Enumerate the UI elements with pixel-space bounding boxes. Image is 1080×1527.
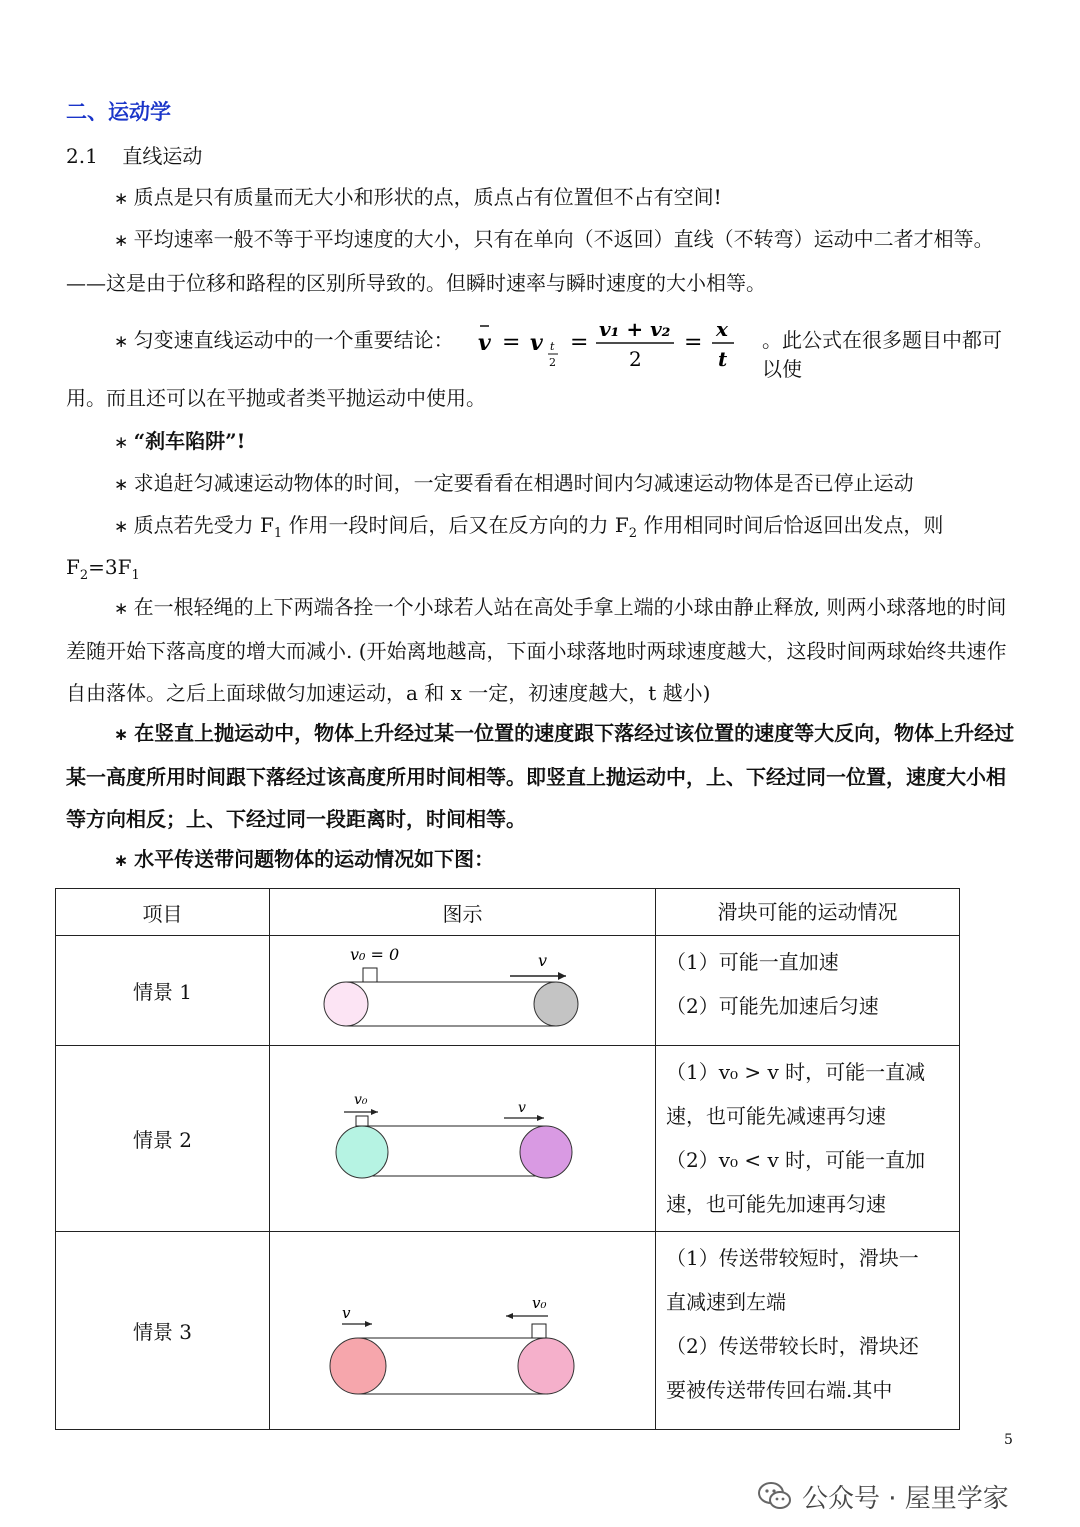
left-pulley <box>324 982 368 1026</box>
v0-label: v₀ = 0 <box>349 945 400 964</box>
subsection-title <box>66 140 202 169</box>
bullet-star-icon: ∗ <box>114 332 134 352</box>
subsection-name: 直线运动 <box>122 144 203 168</box>
slider-block <box>363 968 377 982</box>
right-pulley <box>534 982 578 1026</box>
v0-label: v₀ <box>531 1294 547 1312</box>
paragraph-4: ∗ “刹车陷阱”! <box>114 429 246 453</box>
conveyor-diagram-3 <box>270 1232 655 1424</box>
row-label: 情景 2 <box>56 1046 270 1232</box>
bullet-star-icon: ∗ <box>114 851 135 871</box>
svg-text:2: 2 <box>549 356 556 369</box>
header-figure: 图示 <box>269 889 655 936</box>
paragraph-8: ∗ 在竖直上抛运动中，物体上升经过某一位置的速度跟下落经过该位置的速度等大反向，物体上升经过某一高度所用时间跟下落经过该高度所用时间相等。即竖直上抛运动中，上、下经过同一位置，速度大小相等方向相反；上、下经过同一段距离时，时间相等。 <box>66 721 1015 831</box>
bullet-star-icon: ∗ <box>114 231 134 251</box>
paragraph-2: ∗ 平均速率一般不等于平均速度的大小，只有在单向（不返回）直线（不转弯）运动中二者才相等。——这是由于位移和路程的区别所导致的。但瞬时速率与瞬时速度的大小相等。 <box>66 227 994 295</box>
conveyor-diagram-1 <box>270 936 655 1040</box>
svg-text:=: = <box>502 330 521 355</box>
v-label: v <box>537 951 548 970</box>
fraction-numerator: v₁ + v₂ <box>599 317 671 341</box>
watermark: 公众号 · 屋里学家 <box>758 1478 1009 1518</box>
header-motion: 滑块可能的运动情况 <box>655 889 959 936</box>
row-label: 情景 1 <box>56 936 270 1046</box>
bullet-star-icon: ∗ <box>114 189 134 209</box>
vbar-symbol: v <box>478 330 491 356</box>
paragraph-6-formula: $F_2=3F_1$ <box>66 555 140 583</box>
slider-block <box>356 1116 368 1126</box>
svg-text:=: = <box>570 330 589 355</box>
fraction-denominator: 2 <box>629 347 642 371</box>
row-motion: （1）传送带较短时，滑块一 直减速到左端 （2）传送带较长时，滑块还 要被传送带传回右端.其中 <box>655 1232 959 1430</box>
bullet-star-icon: ∗ <box>114 475 134 495</box>
paragraph-5: ∗ 求追赶匀减速运动物体的时间，一定要看看在相遇时间内匀减速运动物体是否已停止运动 <box>114 471 914 495</box>
left-pulley <box>336 1126 388 1178</box>
formula-svg <box>476 314 766 374</box>
left-pulley <box>330 1338 386 1394</box>
svg-text:t: t <box>550 340 555 353</box>
table-row <box>56 1232 960 1430</box>
vt-symbol: v <box>530 330 543 356</box>
paragraph-6: ∗ 质点若先受力 $F_1$ 作用一段时间后，后又在反方向的力 $F_2$ 作用相同时间后恰返回出发点，则 <box>114 513 944 541</box>
row-figure <box>269 1046 655 1232</box>
row-motion: （1）v₀ > v 时，可能一直减 速，也可能先减速再匀速 （2）v₀ < v 时，可能一直加 速，也可能先加速再匀速 <box>655 1046 959 1232</box>
bullet-star-icon: ∗ <box>114 599 134 619</box>
slider-block <box>532 1324 546 1338</box>
bullet-star-icon: ∗ <box>114 725 135 745</box>
v-label: v <box>517 1100 526 1116</box>
row-figure <box>269 936 655 1046</box>
table-header-row <box>56 889 960 936</box>
bullet-star-icon: ∗ <box>114 433 134 453</box>
formula-paragraph: ∗ 匀变速直线运动中的一个重要结论： v = v t 2 = v₁ + v₂ 2 = x t 。此公式在很多题目中都可以使 <box>66 314 1016 374</box>
right-pulley <box>518 1338 574 1394</box>
wechat-icon <box>758 1481 792 1518</box>
row-label: 情景 3 <box>56 1232 270 1430</box>
section-title: 二、运动学 <box>66 100 171 124</box>
paragraph-9: ∗ 水平传送带问题物体的运动情况如下图： <box>114 847 495 871</box>
conveyor-table <box>55 888 960 1430</box>
header-item: 项目 <box>56 889 270 936</box>
paragraph-7: ∗ 在一根轻绳的上下两端各拴一个小球若人站在高处手拿上端的小球由静止释放, 则两小球落地的时间差随开始下落高度的增大而减小. (开始离地越高，下面小球落地时两球速度越大，这段时间两球始终共速作自由落体。之后上面球做匀加速运动，a 和 x 一定，初速度越大，t 越小) <box>66 595 1007 705</box>
average-velocity-formula <box>476 314 766 374</box>
svg-text:=: = <box>684 330 703 355</box>
conveyor-diagram-2 <box>270 1046 655 1226</box>
svg-text:x: x <box>716 317 728 341</box>
page-number: 5 <box>1004 1432 1013 1448</box>
subsection-number: 2.1 <box>66 144 98 168</box>
table-row <box>56 936 960 1046</box>
row-figure <box>269 1232 655 1430</box>
svg-text:t: t <box>718 347 728 371</box>
v0-label: v₀ <box>353 1092 368 1108</box>
paragraph-1: ∗ 质点是只有质量而无大小和形状的点，质点占有位置但不占有空间! <box>114 185 722 209</box>
right-pulley <box>520 1126 572 1178</box>
paragraph-3-continued: 用。而且还可以在平抛或者类平抛运动中使用。 <box>66 386 486 410</box>
table-row <box>56 1046 960 1232</box>
bullet-star-icon: ∗ <box>114 517 134 537</box>
row-motion: （1）可能一直加速 （2）可能先加速后匀速 <box>655 936 959 1046</box>
v-label: v <box>341 1304 351 1322</box>
